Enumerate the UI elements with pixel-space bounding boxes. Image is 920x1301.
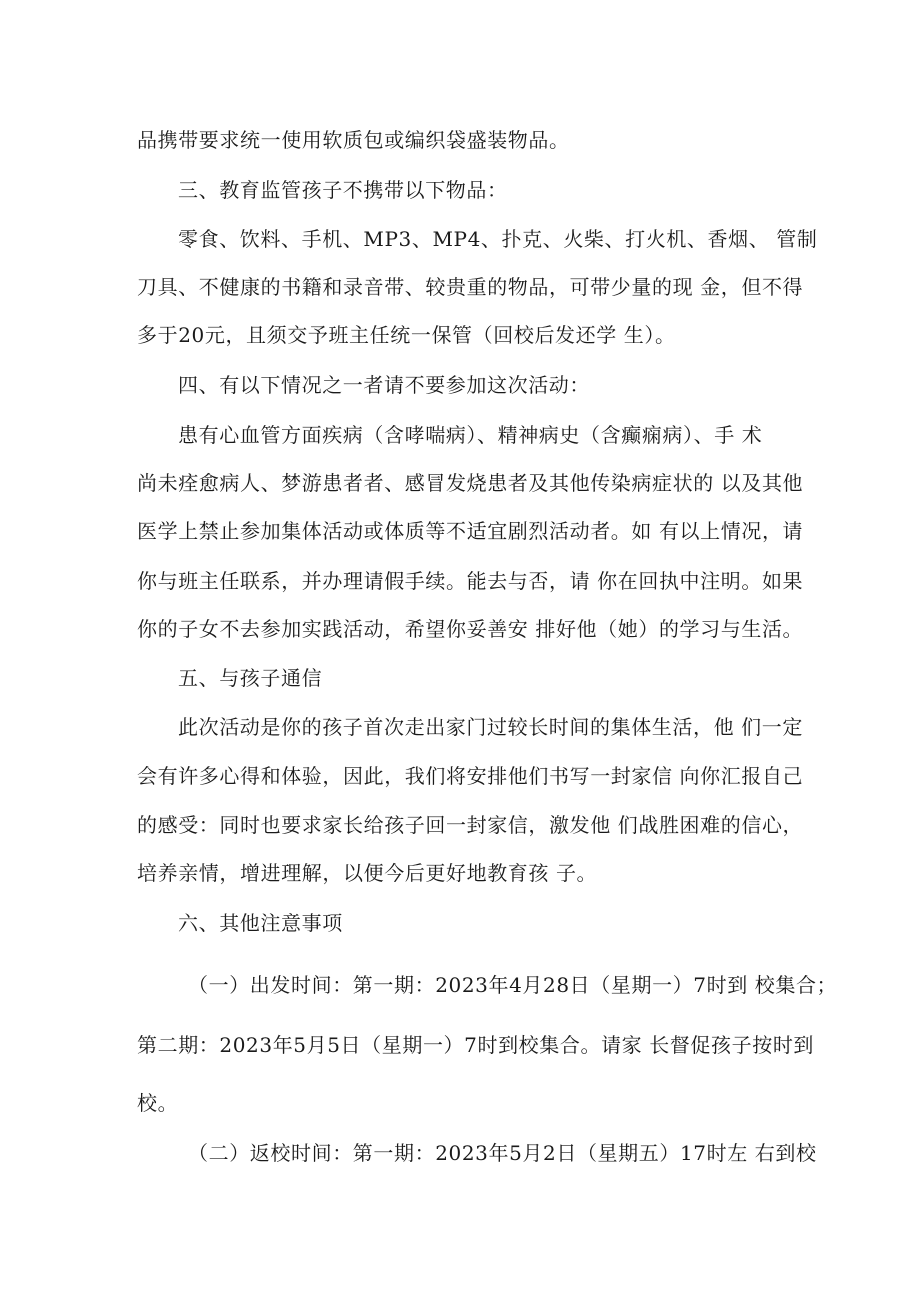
section-heading-3: 三、教育监管孩子不携带以下物品： [178, 178, 508, 202]
text-line-5: 多于20元，且须交予班主任统一保管（回校后发还学 生）。 [137, 323, 676, 347]
section-heading-6: 六、其他注意事项 [178, 911, 343, 935]
text-line-20: 校。 [137, 1091, 179, 1115]
text-line-4: 刀具、不健康的书籍和录音带、较贵重的物品，可带少量的现 金，但不得 [137, 275, 804, 299]
text-line-18: （一）出发时间：第一期：2023年4月28日（星期一）7时到 校集合； [188, 973, 838, 997]
text-line-11: 你的子女不去参加实践活动，希望你妥善安 排好他（她）的学习与生活。 [137, 617, 804, 641]
section-heading-5: 五、与孩子通信 [178, 666, 323, 690]
text-line-15: 的感受：同时也要求家长给孩子回一封家信，激发他 们战胜困难的信心， [137, 813, 804, 837]
text-line-7: 患有心血管方面疾病（含哮喘病）、精神病史（含癫痫病）、手 术 [178, 423, 763, 447]
text-line-19: 第二期：2023年5月5日（星期一）7时到校集合。请家 长督促孩子按时到 [137, 1033, 815, 1057]
section-heading-4: 四、有以下情况之一者请不要参加这次活动： [178, 373, 590, 397]
text-line-21: （二）返校时间：第一期：2023年5月2日（星期五）17时左 右到校 [188, 1141, 817, 1165]
text-line-3: 零食、饮料、手机、MP3、MP4、扑克、火柴、打火机、香烟、 管制 [178, 227, 818, 251]
text-line-1: 品携带要求统一使用软质包或编织袋盛装物品。 [137, 128, 570, 152]
text-line-13: 此次活动是你的孩子首次走出家门过较长时间的集体生活，他 们一定 [178, 715, 803, 739]
text-line-16: 培养亲情，增进理解，以便今后更好地教育孩 子。 [137, 861, 598, 885]
text-line-9: 医学上禁止参加集体活动或体质等不适宜剧烈活动者。如 有以上情况，请 [137, 519, 804, 543]
text-line-14: 会有许多心得和体验，因此，我们将安排他们书写一封家信 向你汇报自己 [137, 764, 804, 788]
text-line-8: 尚未痊愈病人、梦游患者者、感冒发烧患者及其他传染病症状的 以及其他 [137, 471, 804, 495]
text-line-10: 你与班主任联系，并办理请假手续。能去与否，请 你在回执中注明。如果 [137, 569, 804, 593]
